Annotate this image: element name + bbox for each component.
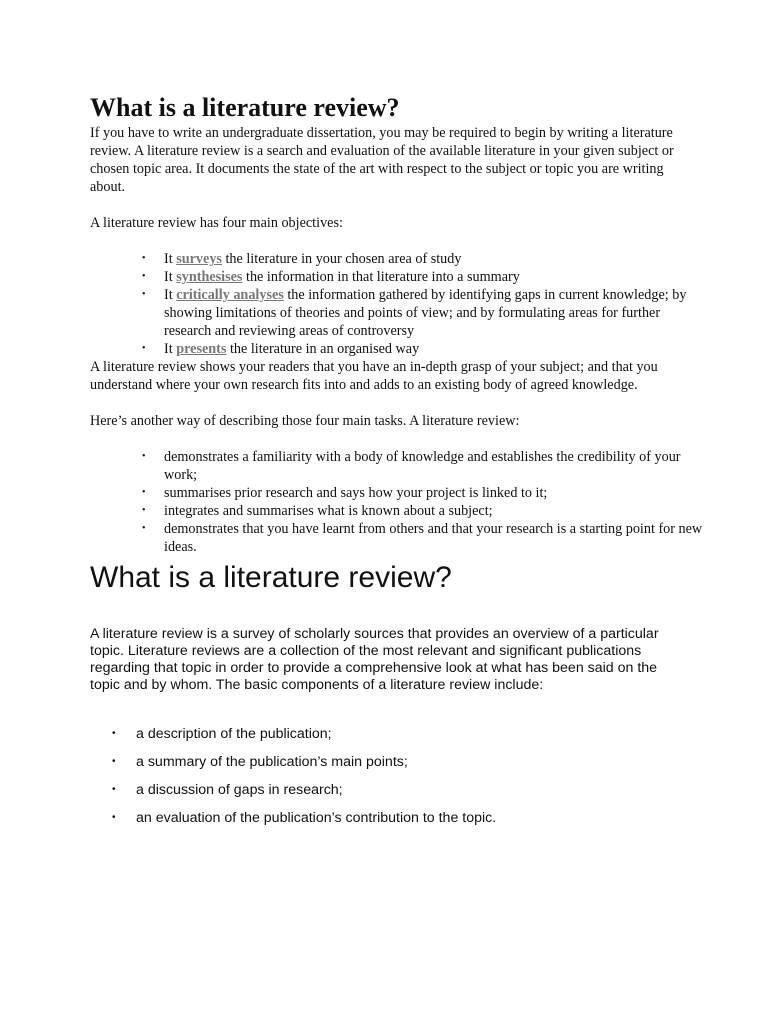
- objective-text: the information in that literature into a summary: [242, 269, 520, 285]
- component-item: [112, 804, 690, 832]
- spacer: [90, 694, 690, 720]
- objective-prefix: It: [164, 341, 177, 357]
- section2-title: What is a literature review?: [90, 561, 452, 594]
- tasks-list: [90, 448, 704, 556]
- objective-keyword-link[interactable]: critically analyses: [176, 287, 284, 303]
- objective-item: [142, 250, 704, 268]
- component-text: a description of the publication;: [136, 726, 332, 742]
- objective-prefix: It: [164, 251, 177, 267]
- objective-text: the literature in your chosen area of study: [221, 251, 462, 267]
- component-text: a summary of the publication’s main points;: [136, 754, 408, 770]
- objective-prefix: It: [164, 287, 177, 303]
- objectives-lead: A literature review has four main objectives:: [90, 215, 343, 231]
- spacer: [90, 596, 690, 626]
- task-item: [142, 448, 704, 484]
- component-text: a discussion of gaps in research;: [136, 782, 343, 798]
- component-item: [112, 720, 690, 748]
- objective-prefix: It: [164, 269, 177, 285]
- section1-title: What is a literature review?: [90, 93, 400, 122]
- document-page: [90, 92, 703, 832]
- task-item: [142, 520, 704, 556]
- bullet-icon: •: [112, 784, 116, 795]
- objective-item: [142, 340, 704, 358]
- bullet-icon: •: [112, 728, 116, 739]
- component-item: [112, 748, 690, 776]
- spacer: [90, 196, 690, 214]
- bullet-icon: •: [142, 451, 146, 462]
- bullet-icon: •: [142, 289, 146, 300]
- objective-item: [142, 286, 704, 340]
- tasks-lead: Here’s another way of describing those four main tasks. A literature review:: [90, 413, 520, 429]
- spacer: [90, 430, 690, 448]
- bullet-icon: •: [112, 812, 116, 823]
- objectives-list: [90, 250, 704, 358]
- component-item: [112, 776, 690, 804]
- task-item: [142, 502, 704, 520]
- after-objectives: A literature review shows your readers that you have an in-depth grasp of your subject; and that you understand where your own research fits into and adds to an existing body of agreed knowledge.: [90, 359, 658, 393]
- objective-keyword-link[interactable]: synthesises: [176, 269, 243, 285]
- bullet-icon: •: [142, 343, 146, 354]
- bullet-icon: •: [142, 523, 146, 534]
- objective-item: [142, 268, 704, 286]
- spacer: [90, 232, 690, 250]
- component-text: an evaluation of the publication’s contribution to the topic.: [136, 810, 497, 826]
- bullet-icon: •: [142, 505, 146, 516]
- bullet-icon: •: [112, 756, 116, 767]
- bullet-icon: •: [142, 253, 146, 264]
- objective-keyword-link[interactable]: presents: [176, 341, 227, 357]
- task-text: demonstrates a familiarity with a body of knowledge and establishes the credibility of your work;: [164, 449, 681, 483]
- section2-body: A literature review is a survey of scholarly sources that provides an overview of a particular topic. Literature reviews are a collection of the most relevant and significant publications regarding that topic in order to provide a comprehensive look at what has been said on the topic and by whom. The basic components of a literature review include:: [90, 626, 659, 693]
- task-text: integrates and summarises what is known about a subject;: [164, 503, 493, 519]
- task-text: summarises prior research and says how your project is linked to it;: [164, 485, 548, 501]
- components-list: [90, 720, 690, 832]
- bullet-icon: •: [142, 271, 146, 282]
- objective-text: the literature in an organised way: [226, 341, 420, 357]
- bullet-icon: •: [142, 487, 146, 498]
- task-text: demonstrates that you have learnt from others and that your research is a starting point for new ideas.: [164, 521, 703, 555]
- objective-keyword-link[interactable]: surveys: [176, 251, 222, 267]
- spacer: [90, 394, 690, 412]
- section1-intro: If you have to write an undergraduate dissertation, you may be required to begin by writing a literature review. A literature review is a search and evaluation of the available literature in your given subject or chosen topic area. It documents the state of the art with respect to the subject or topic you are writing about.: [90, 125, 674, 195]
- objective-text: the information gathered by identifying gaps in current knowledge; by showing limitations of theories and points of view; and by formulating areas for further research and reviewing areas of controversy: [164, 287, 687, 339]
- task-item: [142, 484, 704, 502]
